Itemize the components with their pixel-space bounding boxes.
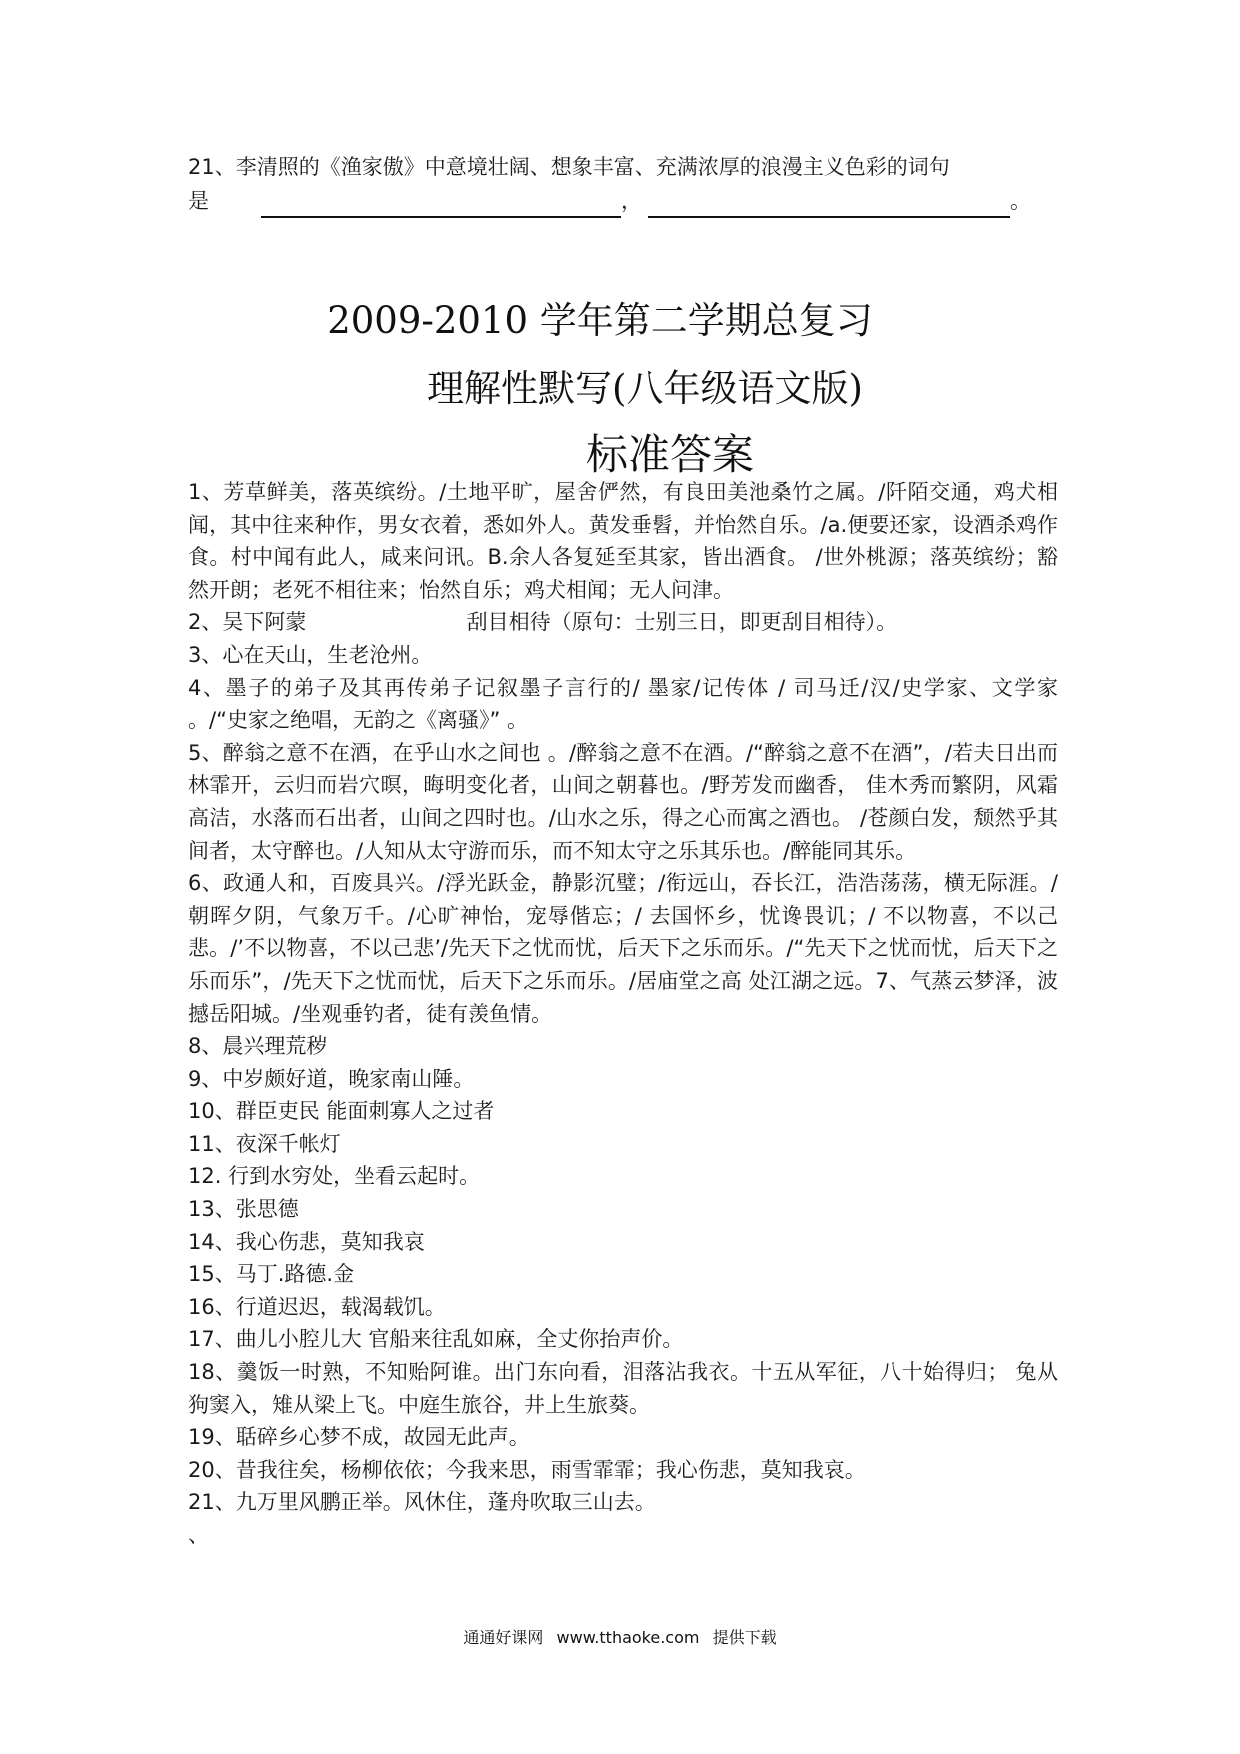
- answer-item-1: 1、芳草鲜美，落英缤纷。/土地平旷，屋舍俨然，有良田美池桑竹之属。/阡陌交通，鸡犬相闻，其中往来种作，男女衣着，悉如外人。黄发垂髫，并怡然自乐。/a.便要还家，设酒杀鸡作食。村中闻有此人，咸来问讯。B.余人各复延至其家，皆出酒食。 /世外桃源；落英缤纷；豁然开朗；老死不相往来；怡然自乐；鸡犬相闻；无人问津。: [188, 480, 1058, 602]
- question-21-prefix: 是: [188, 189, 209, 213]
- title-line-1: [0, 290, 1240, 344]
- answer-item-5: 5、醉翁之意不在酒，在乎山水之间也 。/醉翁之意不在酒。/“醉翁之意不在酒”，/若夫日出而林霏开，云归而岩穴暝，晦明变化者，山间之朝暮也。/野芳发而幽香， 佳木秀而繁阴，风霜高洁，水落而石出者，山间之四时也。/山水之乐，得之心而寓之酒也。 /苍颜白发，颓然乎其间者，太守醉也。/人知从太守游而乐，而不知太守之乐其乐也。/醉能同其乐。: [188, 740, 1058, 863]
- answer-item-10: 10、群臣吏民 能面刺寡人之过者: [188, 1099, 495, 1124]
- answer-item-19: 19、聒碎乡心梦不成，故园无此声。: [188, 1425, 530, 1450]
- trailing-mark: 、: [188, 1523, 209, 1547]
- title-line-2: [0, 358, 1240, 412]
- answer-item-3: 3、心在天山，生老沧州。: [188, 642, 433, 667]
- blank-separator: ，: [621, 189, 642, 213]
- answer-list: [188, 476, 1058, 1552]
- answer-item-8: 8、晨兴理荒秽: [188, 1034, 328, 1059]
- answer-item-15: 15、马丁.路德.金: [188, 1262, 355, 1287]
- review-title: 2009-2010 学年第二学期总复习: [327, 299, 873, 342]
- answer-item-11: 11、夜深千帐灯: [188, 1131, 341, 1156]
- answer-item-13: 13、张思德: [188, 1197, 299, 1222]
- answer-item-12: 12. 行到水穷处，坐看云起时。: [188, 1164, 481, 1189]
- answer-item-21: 21、九万里风鹏正举。风休住，蓬舟吹取三山去。: [188, 1490, 656, 1515]
- answer-blank-2[interactable]: [648, 192, 1010, 218]
- question-21-text: 21、李清照的《渔家傲》中意境壮阔、想象丰富、充满浓厚的浪漫主义色彩的词句: [188, 155, 950, 179]
- answer-item-16: 16、行道迟迟，载渴载饥。: [188, 1294, 446, 1319]
- page-footer: [0, 1625, 1240, 1648]
- blank-end-mark: 。: [1010, 189, 1031, 213]
- answer-item-17: 17、曲儿小腔儿大 官船来往乱如麻，全丈你抬声价。: [188, 1327, 684, 1352]
- footer-site-name: 通通好课网: [463, 1628, 544, 1647]
- answer-item-6-7: 6、政通人和，百废具兴。/浮光跃金，静影沉璧；/衔远山，吞长江，浩浩荡荡，横无际涯。/朝晖夕阴，气象万千。/心旷神怡，宠辱偕忘；/ 去国怀乡，忧谗畏讥；/ 不以物喜，不以己悲。/’不以物喜，不以己悲’/先天下之忧而忧，后天下之乐而乐。/“先天下之忧而忧，后天下之乐而乐”，/先天下之忧而忧，后天下之乐而乐。/居庙堂之高 处江湖之远。7、气蒸云梦泽，波撼岳阳城。/坐观垂钓者，徒有羡鱼情。: [188, 871, 1058, 1026]
- answer-item-20: 20、昔我往矣，杨柳依依；今我来思，雨雪霏霏；我心伤悲，莫知我哀。: [188, 1457, 866, 1482]
- answer-item-18: 18、羹饭一时熟，不知贻阿谁。出门东向看，泪落沾我衣。十五从军征，八十始得归； 兔从狗窦入，雉从梁上飞。中庭生旅谷，井上生旅葵。: [188, 1360, 1058, 1417]
- question-21: [188, 150, 1088, 218]
- answer-key-title: 标准答案: [585, 430, 754, 479]
- subject-title: 理解性默写(八年级语文版): [427, 367, 863, 410]
- footer-suffix: 提供下载: [712, 1628, 777, 1647]
- question-21-answer-row: [188, 184, 1088, 218]
- title-line-3: [0, 422, 1240, 482]
- answer-item-14: 14、我心伤悲，莫知我哀: [188, 1229, 425, 1254]
- footer-url[interactable]: www.tthaoke.com: [556, 1628, 700, 1647]
- answer-blank-1[interactable]: [261, 192, 621, 218]
- answer-item-9: 9、中岁颇好道，晚家南山陲。: [188, 1066, 475, 1091]
- answer-item-2: 2、吴下阿蒙 刮目相待（原句：士别三日，即更刮目相待）。: [188, 610, 898, 635]
- answer-item-4: 4、墨子的弟子及其再传弟子记叙墨子言行的/ 墨家/记传体 / 司马迁/汉/史学家、文学家 。/“史家之绝唱，无韵之《离骚》” 。: [188, 675, 1058, 733]
